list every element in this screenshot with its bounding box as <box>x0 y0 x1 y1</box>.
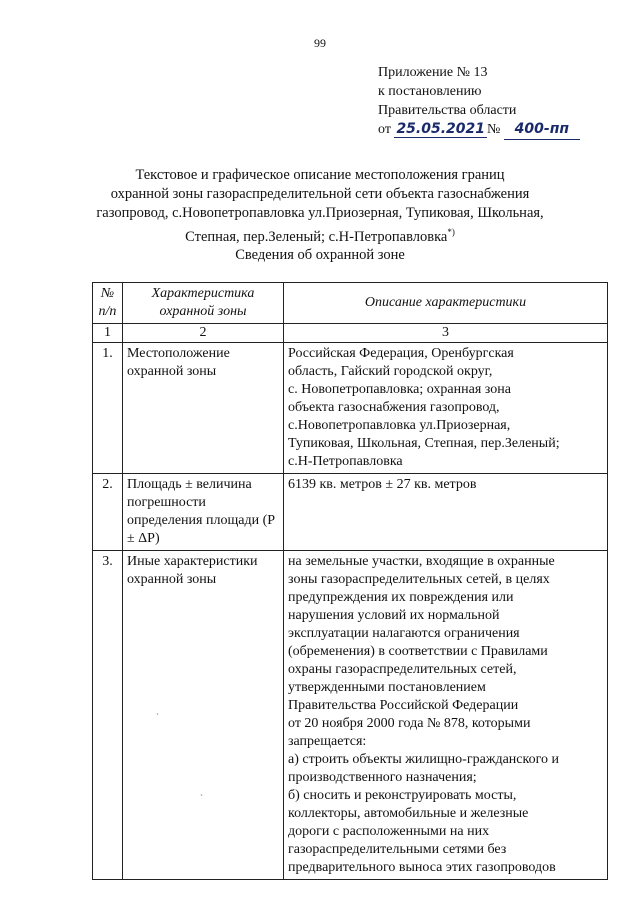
description-line: Тупиковая, Школьная, Степная, пер.Зеленый; <box>288 436 560 451</box>
page-number: 99 <box>314 36 326 50</box>
description-line: эксплуатации налагаются ограничения <box>288 626 520 641</box>
appendix-date-line <box>378 120 580 140</box>
description-line: с. Новопетропавловка; охранная зона <box>288 382 511 397</box>
table-header-row <box>93 283 608 324</box>
column-number: 2 <box>123 324 284 343</box>
title-line3: газопровод, с.Новопетропавловка ул.Приозерная, Тупиковая, Школьная, <box>96 205 544 221</box>
zone-info-table <box>92 282 608 880</box>
title-line1: Текстовое и графическое описание местоположения границ <box>135 167 505 183</box>
row-number: 3. <box>93 551 123 880</box>
appendix-line2: к постановлению <box>378 84 482 99</box>
handwritten-date: 25.05.2021 <box>396 121 486 137</box>
title-line4 <box>0 223 640 247</box>
column-number: 3 <box>284 324 608 343</box>
description-line: от 20 ноября 2000 года № 878, которыми <box>288 716 531 731</box>
description-line: предварительного выноса этих газопроводов <box>288 860 556 875</box>
table-row <box>93 551 608 880</box>
description-line: Правительства Российской Федерации <box>288 698 519 713</box>
description-line: (обременения) в соответствии с Правилами <box>288 644 548 659</box>
row-description <box>284 474 608 551</box>
description-line: Российская Федерация, Оренбургская <box>288 346 514 361</box>
document-title <box>0 166 640 247</box>
row-characteristic: Местоположение охранной зоны <box>123 343 284 474</box>
description-line: газораспределительными сетями без <box>288 842 507 857</box>
description-line: дороги с расположенными на них <box>288 824 490 839</box>
description-line: на земельные участки, входящие в охранные <box>288 554 555 569</box>
handwritten-number: 400-пп <box>504 120 580 140</box>
appendix-line1: Приложение № 13 <box>378 65 488 80</box>
description-line: производственного назначения; <box>288 770 477 785</box>
row-number: 1. <box>93 343 123 474</box>
description-line: 6139 кв. метров ± 27 кв. метров <box>288 477 477 492</box>
table-row <box>93 474 608 551</box>
description-line: утвержденными постановлением <box>288 680 486 695</box>
description-line: а) строить объекты жилищно-гражданского и <box>288 752 559 767</box>
row-characteristic: Иные характеристики охранной зоны <box>123 551 284 880</box>
description-line: б) сносить и реконструировать мосты, <box>288 788 517 803</box>
title-line2: охранной зоны газораспределительной сети объекта газоснабжения <box>110 186 530 202</box>
row-characteristic: Площадь ± величина погрешности определения площади (P ± ΔP) <box>123 474 284 551</box>
appendix-block <box>378 63 580 140</box>
column-number-row <box>93 324 608 343</box>
scan-speck: ˋ <box>200 793 203 803</box>
row-description <box>284 551 608 880</box>
header-description: Описание характеристики <box>284 283 608 324</box>
row-description <box>284 343 608 474</box>
number-prefix: № <box>487 122 501 137</box>
header-characteristic: Характеристика охранной зоны <box>123 283 284 324</box>
description-line: предупреждения их повреждения или <box>288 590 514 605</box>
description-line: с.Новопетропавловка ул.Приозерная, <box>288 418 511 433</box>
title-line4-text: Степная, пер.Зеленый; с.Н-Петропавловка <box>185 228 448 245</box>
description-line: зоны газораспределительных сетей, в целях <box>288 572 550 587</box>
header-number: № п/п <box>93 283 123 324</box>
description-line: объекта газоснабжения газопровод, <box>288 400 500 415</box>
description-line: с.Н-Петропавловка <box>288 454 403 469</box>
description-line: область, Гайский городской округ, <box>288 364 493 379</box>
section-subtitle: Сведения об охранной зоне <box>235 247 405 263</box>
row-number: 2. <box>93 474 123 551</box>
description-line: охраны газораспределительных сетей, <box>288 662 517 677</box>
appendix-line3: Правительства области <box>378 103 517 118</box>
footnote-mark: *) <box>447 227 455 237</box>
description-line: нарушения условий их нормальной <box>288 608 500 623</box>
description-line: запрещается: <box>288 734 367 749</box>
description-line: коллекторы, автомобильные и железные <box>288 806 529 821</box>
table-row <box>93 343 608 474</box>
column-number: 1 <box>93 324 123 343</box>
date-prefix: от <box>378 122 391 137</box>
scan-speck: ˋ <box>156 712 159 722</box>
